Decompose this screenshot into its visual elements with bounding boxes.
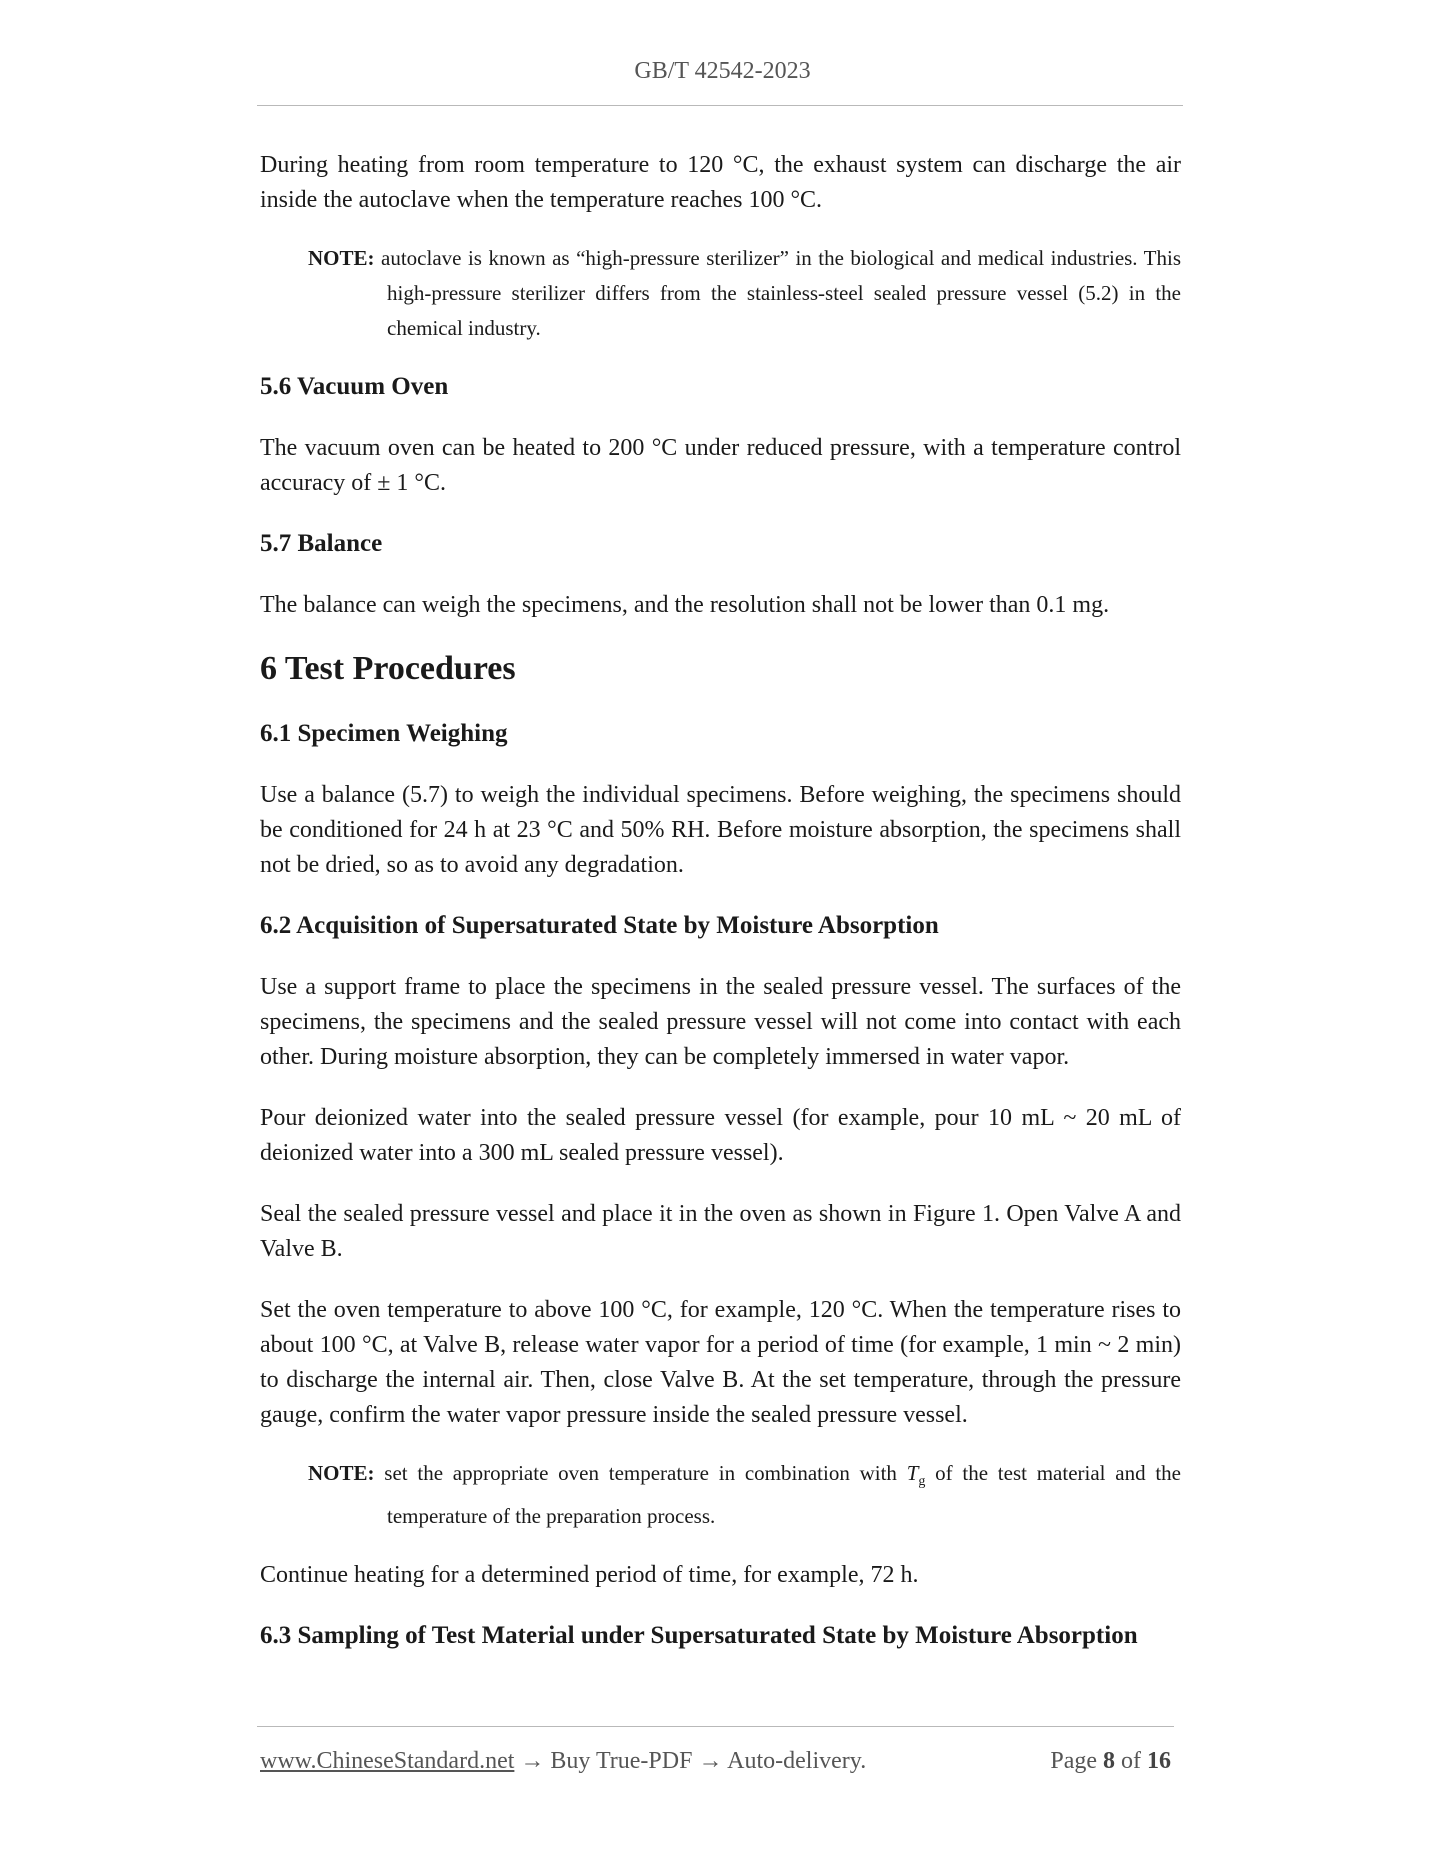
tg-symbol: T (906, 1461, 919, 1485)
total-pages: 16 (1147, 1748, 1171, 1774)
note-oven-temperature (308, 1456, 1181, 1534)
page-word: Page (1050, 1748, 1097, 1774)
section-heading-6-1: 6.1 Specimen Weighing (260, 720, 508, 747)
paragraph-5-6: The vacuum oven can be heated to 200 °C under reduced pressure, with a temperature control accuracy of ± 1 °C. (260, 435, 1181, 496)
buy-text: Buy True-PDF (550, 1748, 693, 1774)
document-body (260, 148, 1181, 1680)
delivery-text: Auto-delivery. (727, 1748, 867, 1774)
header-divider (257, 105, 1183, 106)
site-link[interactable]: www.ChineseStandard.net (260, 1748, 515, 1774)
note-text-post: of the test material and the temperature of the preparation process. (387, 1461, 1181, 1529)
paragraph-6-2e: Continue heating for a determined period of time, for example, 72 h. (260, 1562, 919, 1589)
footer-promo (260, 1748, 866, 1775)
section-heading-6-3: 6.3 Sampling of Test Material under Supersaturated State by Moisture Absorption (260, 1622, 1138, 1650)
footer-divider (257, 1726, 1174, 1727)
note-text-pre: set the appropriate oven temperature in combination with (384, 1461, 907, 1485)
paragraph-6-2a: Use a support frame to place the specimens in the sealed pressure vessel. The surfaces of the specimens, the specimens and the sealed pressure vessel will not come into contact with each other. During moisture absorption, they can be completely immersed in water vapor. (260, 974, 1181, 1070)
arrow-icon: → (698, 1748, 723, 1774)
of-word: of (1121, 1748, 1141, 1774)
note-autoclave (308, 241, 1181, 346)
paragraph-6-1: Use a balance (5.7) to weigh the individual specimens. Before weighing, the specimens should be conditioned for 24 h at 23 °C and 50% RH. Before moisture absorption, the specimens shall not be dried, so as to avoid any degradation. (260, 782, 1181, 878)
paragraph-6-2d: Set the oven temperature to above 100 °C, for example, 120 °C. When the temperature rises to about 100 °C, at Valve B, release water vapor for a period of time (for example, 1 min ~ 2 min) to discharge the internal air. Then, close Valve B. At the set temperature, through the pressure gauge, confirm the water vapor pressure inside the sealed pressure vessel. (260, 1297, 1181, 1428)
paragraph-6-2c: Seal the sealed pressure vessel and place it in the oven as shown in Figure 1. Open Valve A and Valve B. (260, 1201, 1181, 1262)
section-heading-5-7: 5.7 Balance (260, 530, 383, 557)
tg-subscript: g (918, 1474, 926, 1490)
section-heading-5-6: 5.6 Vacuum Oven (260, 373, 449, 400)
note-label: NOTE: (308, 246, 375, 270)
page-number (1050, 1748, 1171, 1775)
chapter-heading-6: 6 Test Procedures (260, 650, 516, 687)
section-heading-6-2: 6.2 Acquisition of Supersaturated State by Moisture Absorption (260, 912, 939, 939)
paragraph-6-2b: Pour deionized water into the sealed pressure vessel (for example, pour 10 mL ~ 20 mL of deionized water into a 300 mL sealed pressure vessel). (260, 1105, 1181, 1166)
note-text: autoclave is known as “high-pressure sterilizer” in the biological and medical industries. This high-pressure sterilizer differs from the stainless-steel sealed pressure vessel (5.2) in the chemical industry. (381, 246, 1181, 340)
paragraph-intro: During heating from room temperature to 120 °C, the exhaust system can discharge the air inside the autoclave when the temperature reaches 100 °C. (260, 152, 1181, 213)
note-label: NOTE: (308, 1461, 375, 1485)
current-page: 8 (1103, 1748, 1115, 1774)
page-header: GB/T 42542-2023 (634, 58, 811, 84)
arrow-icon: → (520, 1748, 545, 1774)
paragraph-5-7: The balance can weigh the specimens, and the resolution shall not be lower than 0.1 mg. (260, 592, 1110, 618)
